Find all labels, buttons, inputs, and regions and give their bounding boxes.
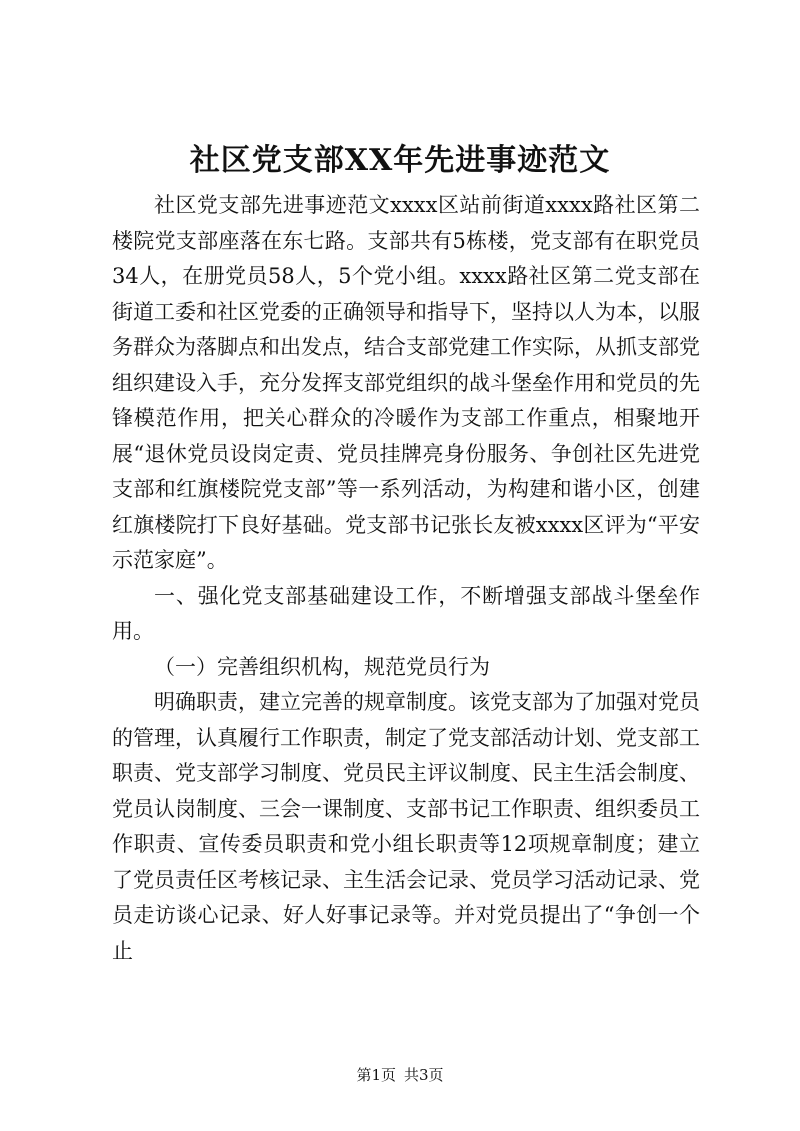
paragraph-rules: 明确职责，建立完善的规章制度。该党支部为了加强对党员的管理，认真履行工作职责，制定了党支部活动计划、党支部工职责、党支部学习制度、党员民主评议制度、民主生活会制度、党员认岗制度、三会一课制度、支部书记工作职责、组织委员工作职责、宣传委员职责和党小组长职责等12项规章制度；建立了党员责任区考核记录、主生活会记录、党员学习活动记录、党员走访谈心记录、好人好事记录等。并对党员提出了“争创一个止 — [112, 690, 700, 963]
subsection-heading: （一）完善组织机构，规范党员行为 — [154, 654, 490, 679]
page-total: 共3页 — [404, 1066, 444, 1084]
paragraph-intro: 社区党支部先进事迹范文xxxx区站前街道xxxx路社区第二楼院党支部座落在东七路。支部共有5栋楼，党支部有在职党员34人，在册党员58人，5个党小组。xxxx路社区第二党支部在街道工委和社区党委的正确领导和指导下，坚持以人为本，以服务群众为落脚点和出发点，结合支部党建工作实际，从抓支部党组织建设入手，充分发挥支部党组织的战斗堡垒作用和党员的先锋模范作用，把关心群众的冷暖作为支部工作重点，相聚地开展“退休党员设岗定责、党员挂牌亮身份服务、争创社区先进党支部和红旗楼院党支部”等一系列活动，为构建和谐小区，创建红旗楼院打下良好基础。党支部书记张长友被xxxx区评为“平安示范家庭”。 — [112, 193, 700, 572]
document-title: 社区党支部XX年先进事迹范文 — [189, 143, 611, 178]
page-footer — [0, 1065, 800, 1085]
page-number: 第1页 — [356, 1066, 396, 1084]
section-heading: 一、强化党支部基础建设工作，不断增强支部战斗堡垒作用。 — [112, 583, 700, 643]
document-body — [112, 188, 700, 969]
